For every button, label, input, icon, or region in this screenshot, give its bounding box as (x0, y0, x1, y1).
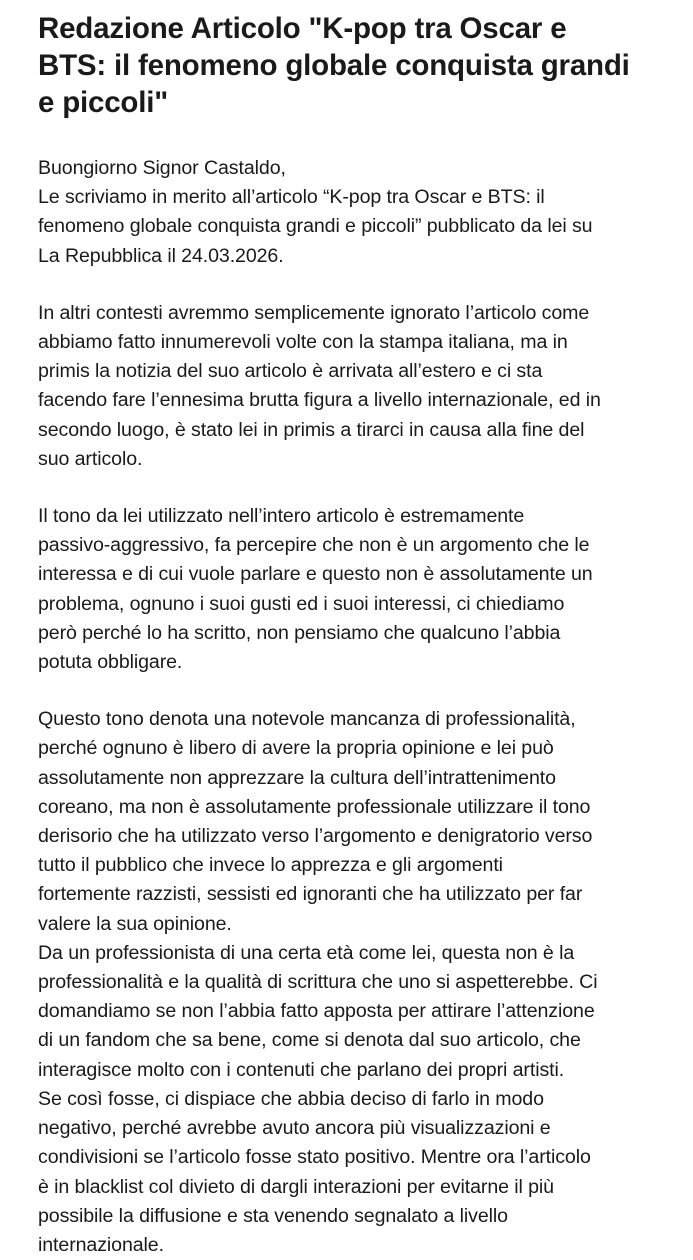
text-line: interagisce molto con i contenuti che parlano dei propri artisti. (38, 1058, 565, 1081)
text-line: abbiamo fatto innumerevoli volte con la stampa italiana, ma in (38, 331, 568, 354)
letter-body (38, 154, 678, 1260)
text-line: derisorio che ha utilizzato verso l’argomento e denigratorio verso (38, 825, 593, 848)
text-line: di un fandom che sa bene, come si denota dal suo articolo, che (38, 1029, 581, 1052)
text-line: fortemente razzisti, sessisti ed ignoranti che ha utilizzato per far (38, 883, 583, 906)
text-line: domandiamo se non l’abbia fatto apposta per attirare l’attenzione (38, 1000, 595, 1023)
text-line: Questo tono denota una notevole mancanza di professionalità, (38, 708, 576, 731)
text-line: In altri contesti avremmo semplicemente ignorato l’articolo come (38, 301, 590, 324)
text-line: La Repubblica il 24.03.2026. (38, 244, 284, 267)
title-line: e piccoli" (38, 86, 169, 119)
title-line: BTS: il fenomeno globale conquista grandi (38, 49, 630, 82)
text-line: coreano, ma non è assolutamente professionale utilizzare il tono (38, 795, 591, 818)
text-line: potuta obbligare. (38, 651, 183, 674)
text-line: passivo-aggressivo, fa percepire che non è un argomento che le (38, 534, 590, 557)
text-line: Se così fosse, ci dispiace che abbia deciso di farlo in modo (38, 1087, 544, 1110)
paragraph-context (38, 299, 678, 474)
text-line: condivisioni se l’articolo fosse stato positivo. Mentre ora l’articolo (38, 1146, 591, 1169)
text-line: perché ognuno è libero di avere la propria opinione e lei può (38, 737, 554, 760)
text-line: problema, ognuno i suoi gusti ed i suoi interessi, ci chiediamo (38, 592, 565, 615)
text-line: Le scriviamo in merito all’articolo “K-pop tra Oscar e BTS: il (38, 186, 545, 209)
text-line: assolutamente non apprezzare la cultura dell’intrattenimento (38, 766, 556, 789)
text-line: secondo luogo, è stato lei in primis a tirarci in causa alla fine del (38, 418, 585, 441)
text-line: però perché lo ha scritto, non pensiamo che qualcuno l’abbia (38, 621, 561, 644)
text-line: internazionale. (38, 1233, 164, 1256)
text-line: Da un professionista di una certa età come lei, questa non è la (38, 941, 575, 964)
paragraph-tone (38, 502, 678, 677)
text-line: primis la notizia del suo articolo è arrivata all’estero e ci sta (38, 360, 543, 383)
text-line: valere la sua opinione. (38, 912, 232, 935)
text-line: possibile la diffusione e sta venendo segnalato a livello (38, 1204, 508, 1227)
text-line: Il tono da lei utilizzato nell’intero articolo è estremamente (38, 505, 525, 528)
text-line: facendo fare l’ennesima brutta figura a livello internazionale, ed in (38, 389, 601, 412)
text-line: Buongiorno Signor Castaldo, (38, 157, 286, 179)
text-line: interessa e di cui vuole parlare e questo non è assolutamente un (38, 563, 593, 586)
document-page (38, 10, 678, 1260)
page-title (38, 10, 678, 121)
text-line: suo articolo. (38, 447, 143, 470)
text-line: fenomeno globale conquista grandi e piccoli” pubblicato da lei su (38, 215, 593, 238)
paragraph-greeting (38, 154, 678, 271)
paragraph-professionalism (38, 705, 678, 1260)
text-line: professionalità e la qualità di scrittura che uno si aspetterebbe. Ci (38, 971, 598, 994)
text-line: è in blacklist col divieto di dargli interazioni per evitarne il più (38, 1175, 554, 1198)
text-line: negativo, perché avrebbe avuto ancora più visualizzazioni e (38, 1117, 551, 1140)
title-line: Redazione Articolo "K-pop tra Oscar e (38, 12, 567, 45)
text-line: tutto il pubblico che invece lo apprezza e gli argomenti (38, 854, 503, 877)
